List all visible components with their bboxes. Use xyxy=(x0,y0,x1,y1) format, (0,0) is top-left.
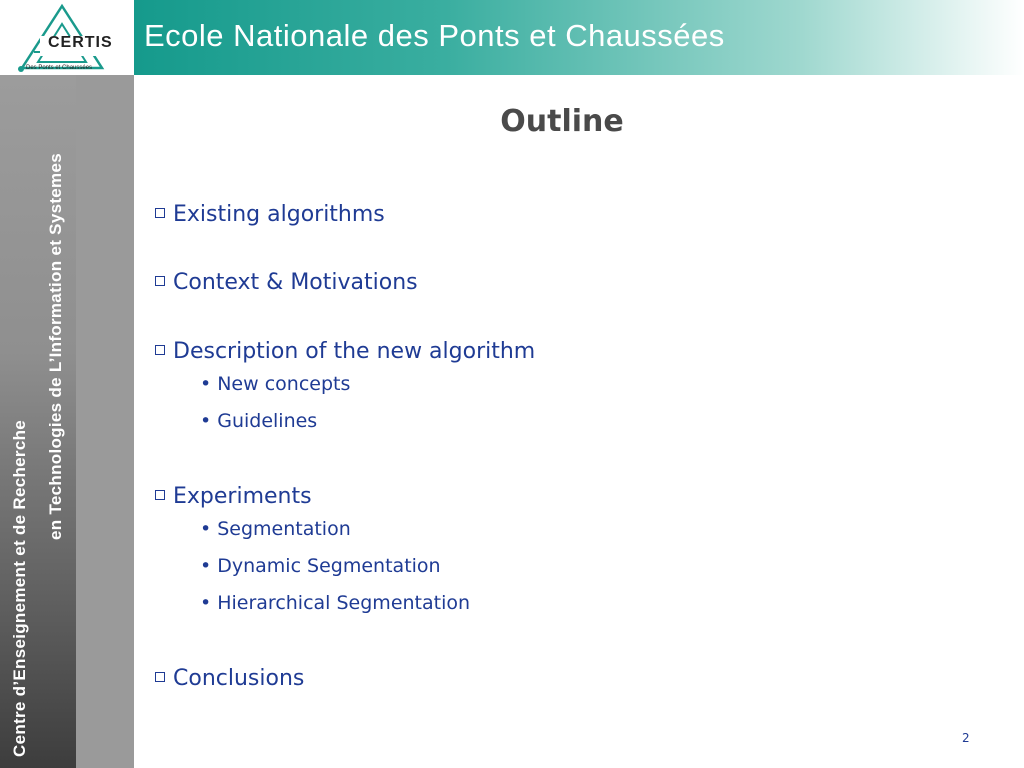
outline-item: Context & Motivations xyxy=(155,270,418,295)
dot-bullet-icon: • xyxy=(200,518,212,540)
outline-subitem: • Segmentation xyxy=(200,518,351,540)
school-name: Ecole Nationale des Ponts et Chaussées xyxy=(144,18,725,53)
outline-subitem: • Dynamic Segmentation xyxy=(200,555,441,577)
checkbox-bullet-icon xyxy=(155,276,165,286)
logo-text: CERTIS xyxy=(48,34,113,51)
checkbox-bullet-icon xyxy=(155,208,165,218)
sidebar-strip xyxy=(76,75,134,768)
outline-item: Existing algorithms xyxy=(155,202,385,227)
checkbox-bullet-icon xyxy=(155,345,165,355)
logo-area xyxy=(0,0,134,75)
outline-item: Conclusions xyxy=(155,666,304,691)
header-band xyxy=(134,0,1024,75)
slide-title: Outline xyxy=(500,104,624,139)
dot-bullet-icon: • xyxy=(200,555,212,577)
checkbox-bullet-icon xyxy=(155,490,165,500)
sidebar-line-2: en Technologies de L’Information et Systemes xyxy=(46,153,65,540)
dot-bullet-icon: • xyxy=(200,592,212,614)
outline-subitem: • Guidelines xyxy=(200,410,318,432)
checkbox-bullet-icon xyxy=(155,672,165,682)
outline-item: Description of the new algorithm xyxy=(155,339,535,364)
dot-bullet-icon: • xyxy=(200,373,212,395)
page-number: 2 xyxy=(962,731,970,745)
dot-bullet-icon: • xyxy=(200,410,212,432)
sidebar-line-1: Centre d’Enseignement et de Recherche xyxy=(10,419,29,757)
outline-subitem: • New concepts xyxy=(200,373,351,395)
logo-subtext: Des Ponts et Chaussées xyxy=(26,65,93,71)
outline-subitem: • Hierarchical Segmentation xyxy=(200,592,471,614)
outline-item: Experiments xyxy=(155,484,312,509)
